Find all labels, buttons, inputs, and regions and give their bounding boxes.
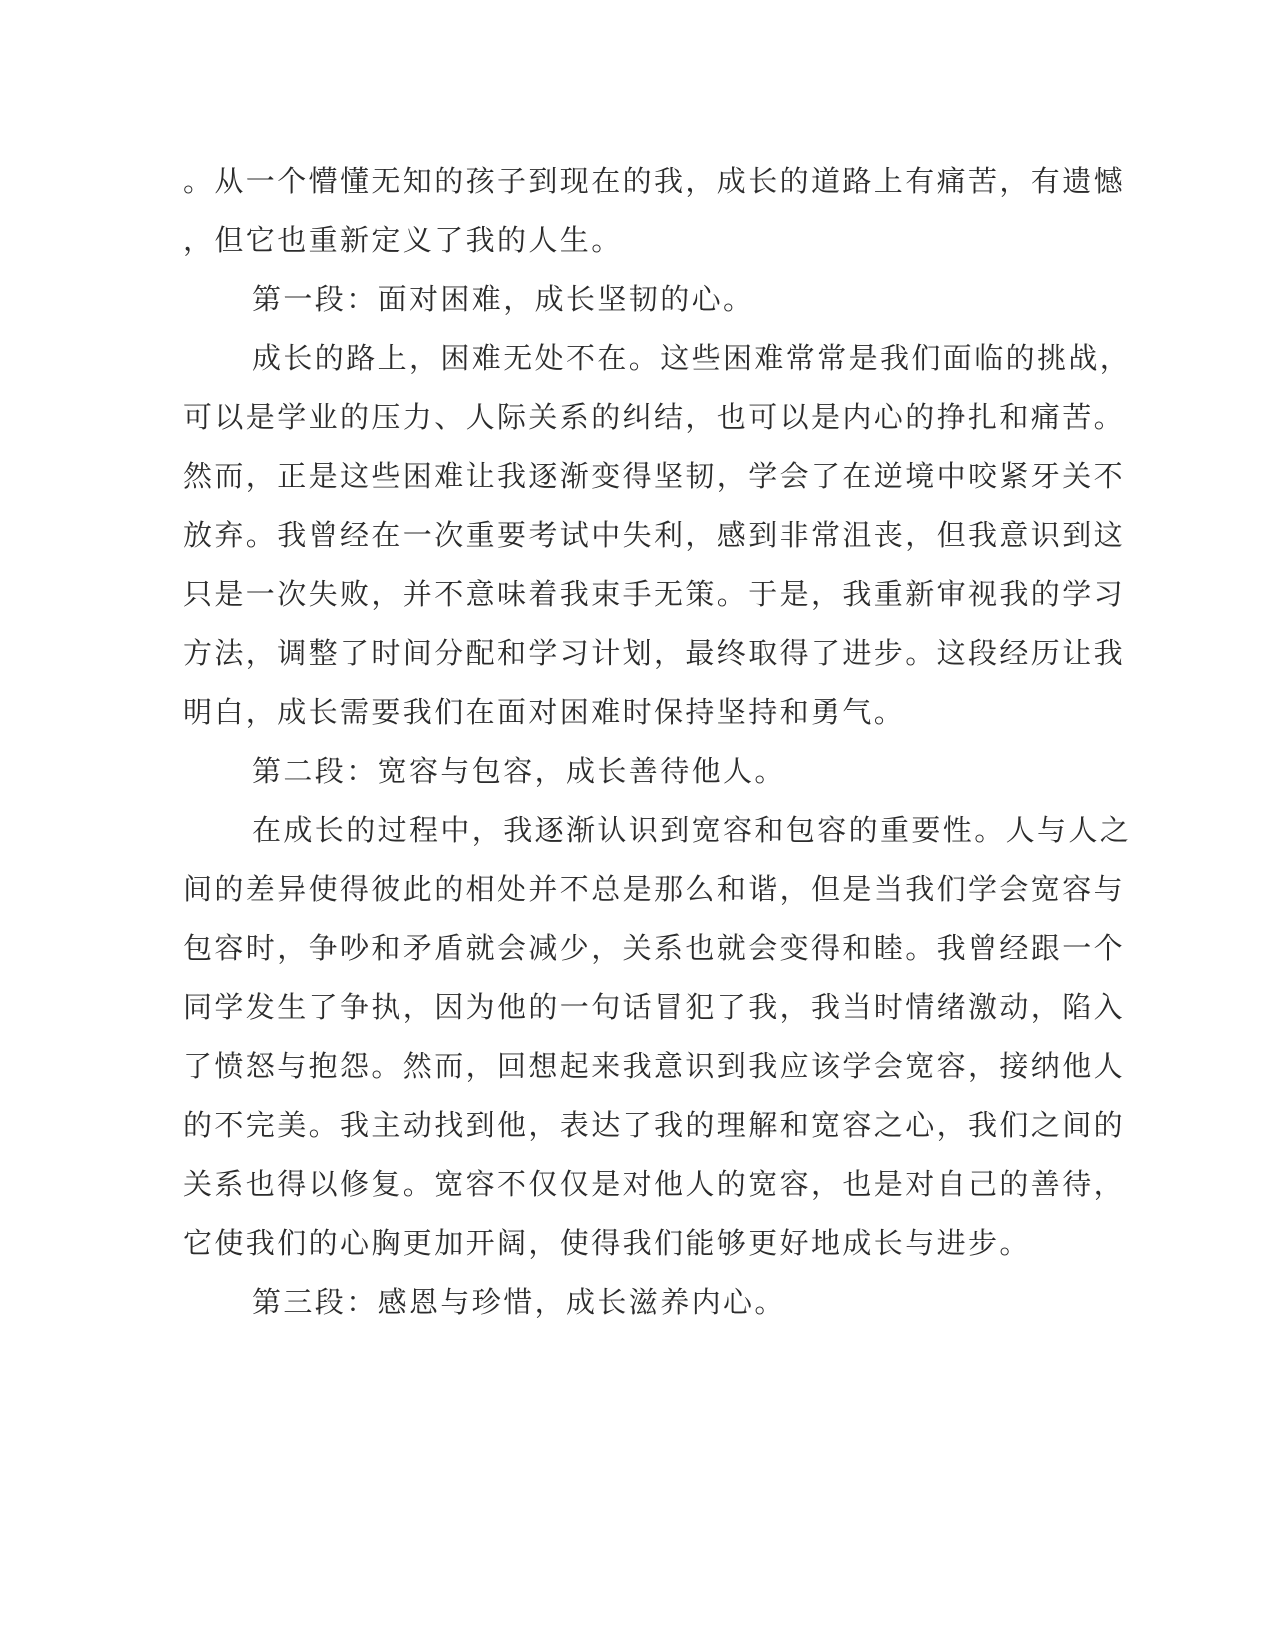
text-line: 了愤怒与抱怨。然而，回想起来我意识到我应该学会宽容，接纳他人 (183, 1049, 1126, 1083)
text-line: 可以是学业的压力、人际关系的纠结，也可以是内心的挣扎和痛苦。 (183, 400, 1126, 434)
text-line: 关系也得以修复。宽容不仅仅是对他人的宽容，也是对自己的善待， (183, 1167, 1126, 1201)
paragraph-first-line: 成长的路上，困难无处不在。这些困难常常是我们面临的挑战， (252, 341, 1132, 375)
text-line: 包容时，争吵和矛盾就会减少，关系也就会变得和睦。我曾经跟一个 (183, 931, 1126, 965)
text-line: 放弃。我曾经在一次重要考试中失利，感到非常沮丧，但我意识到这 (183, 518, 1126, 552)
text-line: 同学发生了争执，因为他的一句话冒犯了我，我当时情绪激动，陷入 (183, 990, 1126, 1024)
text-line: 然而，正是这些困难让我逐渐变得坚韧，学会了在逆境中咬紧牙关不 (183, 459, 1126, 493)
text-line: 的不完美。我主动找到他，表达了我的理解和宽容之心，我们之间的 (183, 1108, 1126, 1142)
paragraph-first-line: 在成长的过程中，我逐渐认识到宽容和包容的重要性。人与人之 (252, 813, 1132, 847)
text-line: ，但它也重新定义了我的人生。 (183, 223, 623, 257)
text-line: 只是一次失败，并不意味着我束手无策。于是，我重新审视我的学习 (183, 577, 1126, 611)
text-line: 明白，成长需要我们在面对困难时保持坚持和勇气。 (183, 695, 906, 729)
section-heading: 第二段：宽容与包容，成长善待他人。 (252, 754, 786, 788)
text-line: 。从一个懵懂无知的孩子到现在的我，成长的道路上有痛苦，有遗憾 (183, 164, 1126, 198)
section-heading: 第三段：感恩与珍惜，成长滋养内心。 (252, 1285, 786, 1319)
text-line: 它使我们的心胸更加开阔，使得我们能够更好地成长与进步。 (183, 1226, 1031, 1260)
section-heading: 第一段：面对困难，成长坚韧的心。 (252, 282, 755, 316)
text-line: 方法，调整了时间分配和学习计划，最终取得了进步。这段经历让我 (183, 636, 1126, 670)
text-line: 间的差异使得彼此的相处并不总是那么和谐，但是当我们学会宽容与 (183, 872, 1126, 906)
